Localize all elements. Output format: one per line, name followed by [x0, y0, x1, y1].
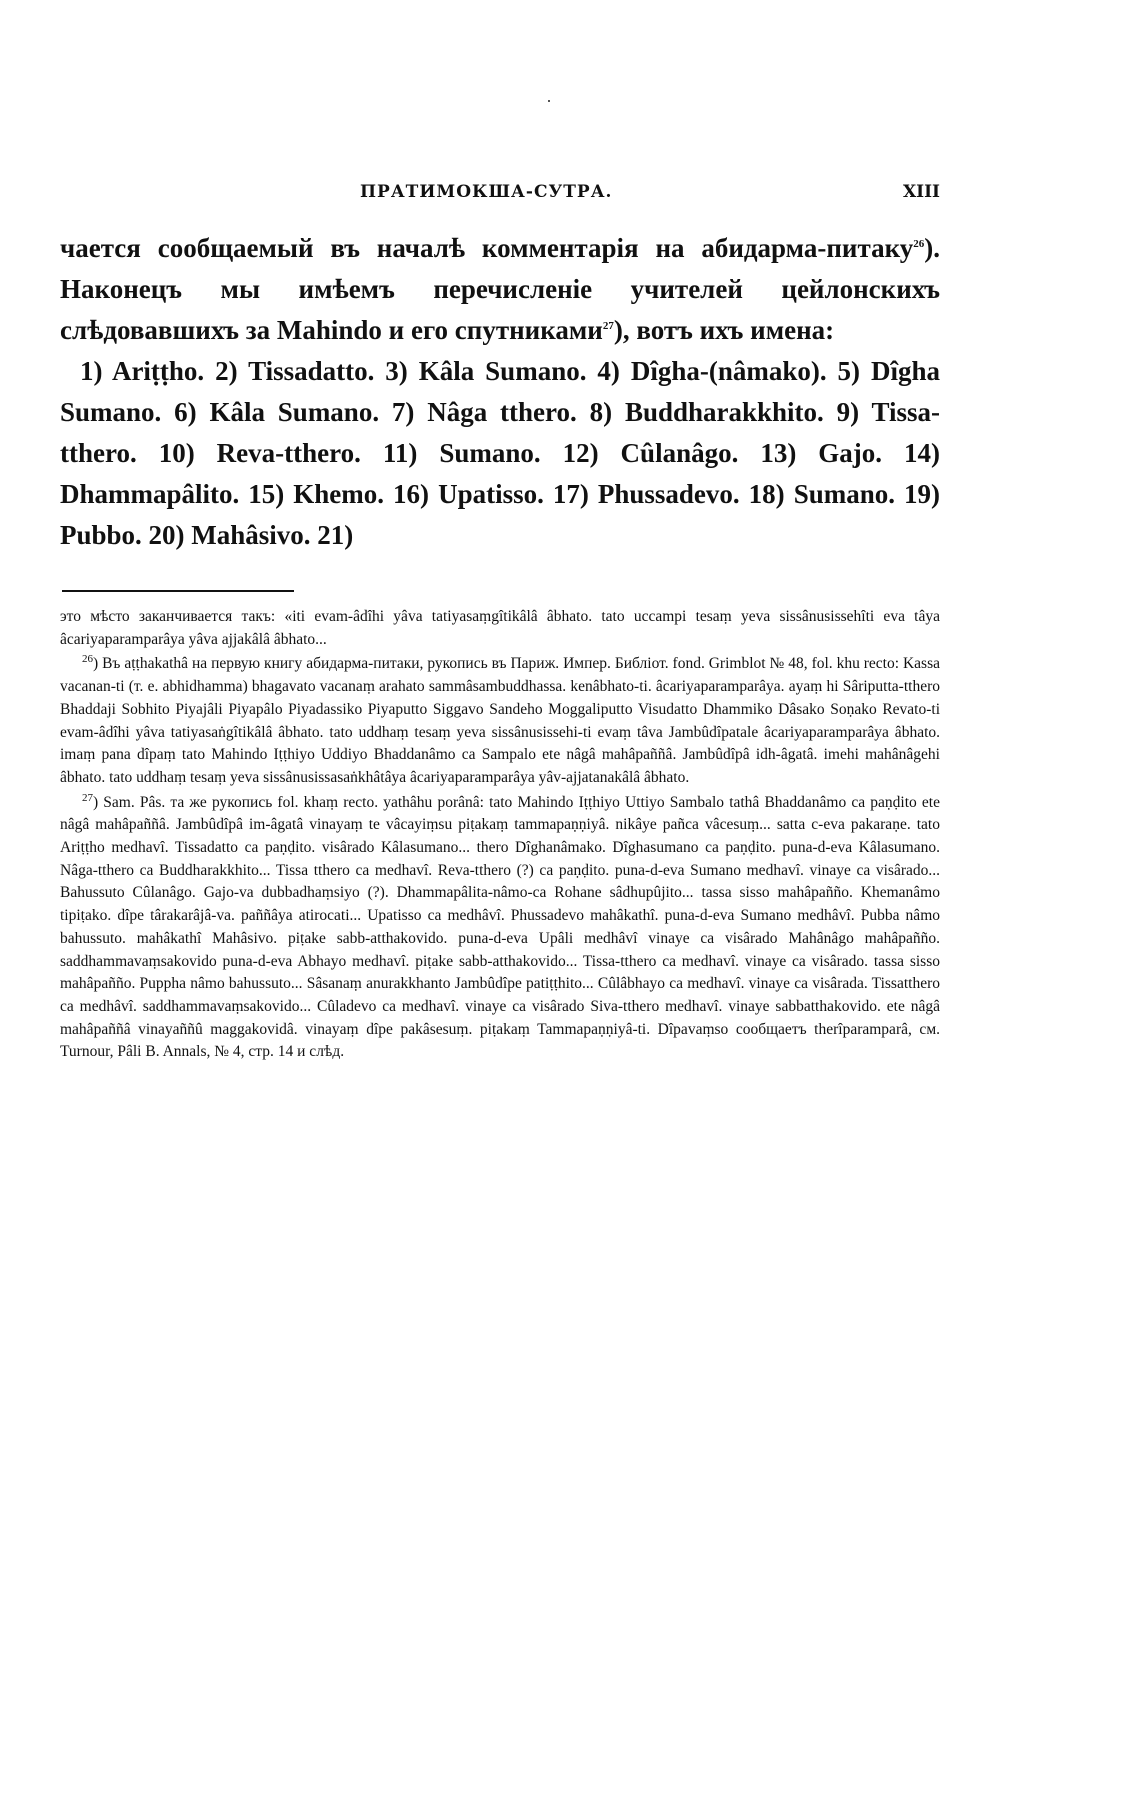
running-title: ПРАТИМОКША-СУТРА.: [360, 182, 613, 202]
footnote-divider: [62, 590, 294, 592]
main-paragraph-1: [60, 228, 940, 351]
footnote-27-text: ) Sam. Pâs. та же рукопись fol. khaṃ recto. yathâhu porânâ: tato Mahindo Iṭṭhiyo Uttiyo Sambalo tathâ Bhaddanâmo ca paṇḍito ete nâgâ mahâpaññâ. Jambûdîpâ im-âgatâ vinayaṃ te vâcayiṃsu piṭakaṃ tammapaṇṇiyâ. nikâye pañca vâcesuṃ... satta c-eva pakaraṇe. tato Ariṭṭho medhavî. Tissadatto ca paṇḍito. visârado Kâlasumano... thero Dîghanâmako. Dîghasumano ca paṇḍito. puna-d-eva Kâlasumano. Nâga-tthero ca Buddharakkhito... Tissa tthero ca medhavî. Reva-tthero (?) ca paṇḍito. puna-d-eva Sumano medhavî. vinaye ca visârado... Bahussuto Cûlanâgo. Gajo-va dubbadhaṃsiyo (?). Dhammapâlita-nâmo-ca Rohane sâdhupûjito... tassa sisso mahâpañño. Khemanâmo tipiṭako. dîpe târakarâjâ-va. paññâya atirocati... Upatisso ca medhâvî. Phussadevo mahâkathî. puna-d-eva Sumano medhâvî. Pubba nâmo bahussuto. mahâkathî Mahâsivo. piṭake sabb-atthakovido. puna-d-eva Upâli medhâvî vinaye ca visârado Mahânâgo mahâpañño. saddhammavaṃsakovido puna-d-eva Abhayo medhavî. piṭake sabb-atthakovido... Tissa-tthero ca medhavî. vinaye ca visârado. tassa sisso mahâpañño. Puppha nâmo bahussuto... Sâsanaṃ anurakkhanto Jambûdîpe patiṭṭhito... Cûlâbhayo ca medhavî. vinaye ca visârada. Tissatthero ca medhâvî. saddhammavaṃsakovido... Cûladevo ca medhavî. vinaye ca visârado Siva-tthero medhavî. vinaye sabbatthakovido. ete nâgâ mahâpaññâ vinayaññû maggakovidâ. vinayaṃ dîpe pakâsesuṃ. piṭakaṃ Tammapaṇṇiyâ-ti. Dîpavaṃso сообщаетъ therîparamparâ, см. Turnour, Pâli B. Annals, № 4, стр. 14 и слѣд.: [60, 793, 940, 1061]
teacher-list: 1) Ariṭṭho. 2) Tissadatto. 3) Kâla Sumano. 4) Dîgha-(nâmako). 5) Dîgha Sumano. 6) Kâla Sumano. 7) Nâga tthero. 8) Buddharakkhito. 9) Tissa-tthero. 10) Reva-tthero. 11) Sumano. 12) Cûlanâgo. 13) Gajo. 14) Dhammapâlito. 15) Khemo. 16) Upatisso. 17) Phussadevo. 18) Sumano. 19) Pubbo. 20) Mahâsivo. 21): [60, 356, 940, 550]
footnote-26: [60, 653, 940, 789]
footnotes: [60, 606, 940, 1064]
footnote-27: [60, 792, 940, 1064]
main-text-part: ), вотъ ихъ имена:: [613, 315, 835, 345]
main-text: [60, 228, 940, 556]
footnote-ref-27[interactable]: 27: [602, 320, 614, 332]
page-header: [60, 182, 940, 212]
main-text-part: ). Наконецъ мы имѣемъ перечисленіе учителей цейлонскихъ слѣдовавшихъ за Mahindo и его спутниками: [60, 233, 940, 345]
main-text-part: чается сообщаемый въ началѣ комментарія на абидарма-питаку: [60, 233, 914, 263]
footnote-ref-26[interactable]: 26: [913, 238, 925, 250]
footnote-marker-27: 27: [82, 791, 93, 804]
footnote-marker-26: 26: [82, 653, 93, 666]
footnote-26-text: ) Въ aṭṭhakathâ на первую книгу абидарма-питаки, рукопись въ Париж. Импер. Библіот. fond. Grimblot № 48, fol. khu recto: Kassa vacanan-ti (т. е. abhidhamma) bhagavato vacanaṃ arahato sammâsambuddhassa. kenâbhato-ti. âcariyaparamparâya. ayaṃ hi Sâriputta-tthero Bhaddaji Sobhito Piyajâli Piyapâlo Piyadassiko Piyaputto Siggavo Sandeho Moggaliputto Visudatto Dhammiko Dâsako Soṇako Revato-ti evam-âdîhi yâva tatiyasaṅgîtikâlâ âbhato. tato uddhaṃ tesaṃ yeva sissânusissehi-ti evaṃ tâva Jambûdîpatale âcariyaparamparâya âbhato. imaṃ pana dîpaṃ tato Mahindo Iṭṭhiyo Uddiyo Bhaddanâmo ca Sampalo ete nâgâ mahâpaññâ. Jambûdîpâ idh-âgatâ. imehi mahânâgehi âbhato. tato uddhaṃ tesaṃ yeva sissânusissasaṅkhâtâya âcariyaparamparâya yâv-ajjatanakâlâ âbhato.: [60, 655, 940, 786]
footnote-continuation: это мѣсто заканчивается такъ: «iti evam-âdîhi yâva tatiyasaṃgîtikâlâ âbhato. tato uccampi tesaṃ yeva sissânusissehîti eva tâya âcariyaparamparâya yâva ajjakâlâ âbhato...: [60, 608, 940, 648]
ink-speck: [548, 100, 550, 102]
page-number: XIII: [902, 182, 940, 202]
